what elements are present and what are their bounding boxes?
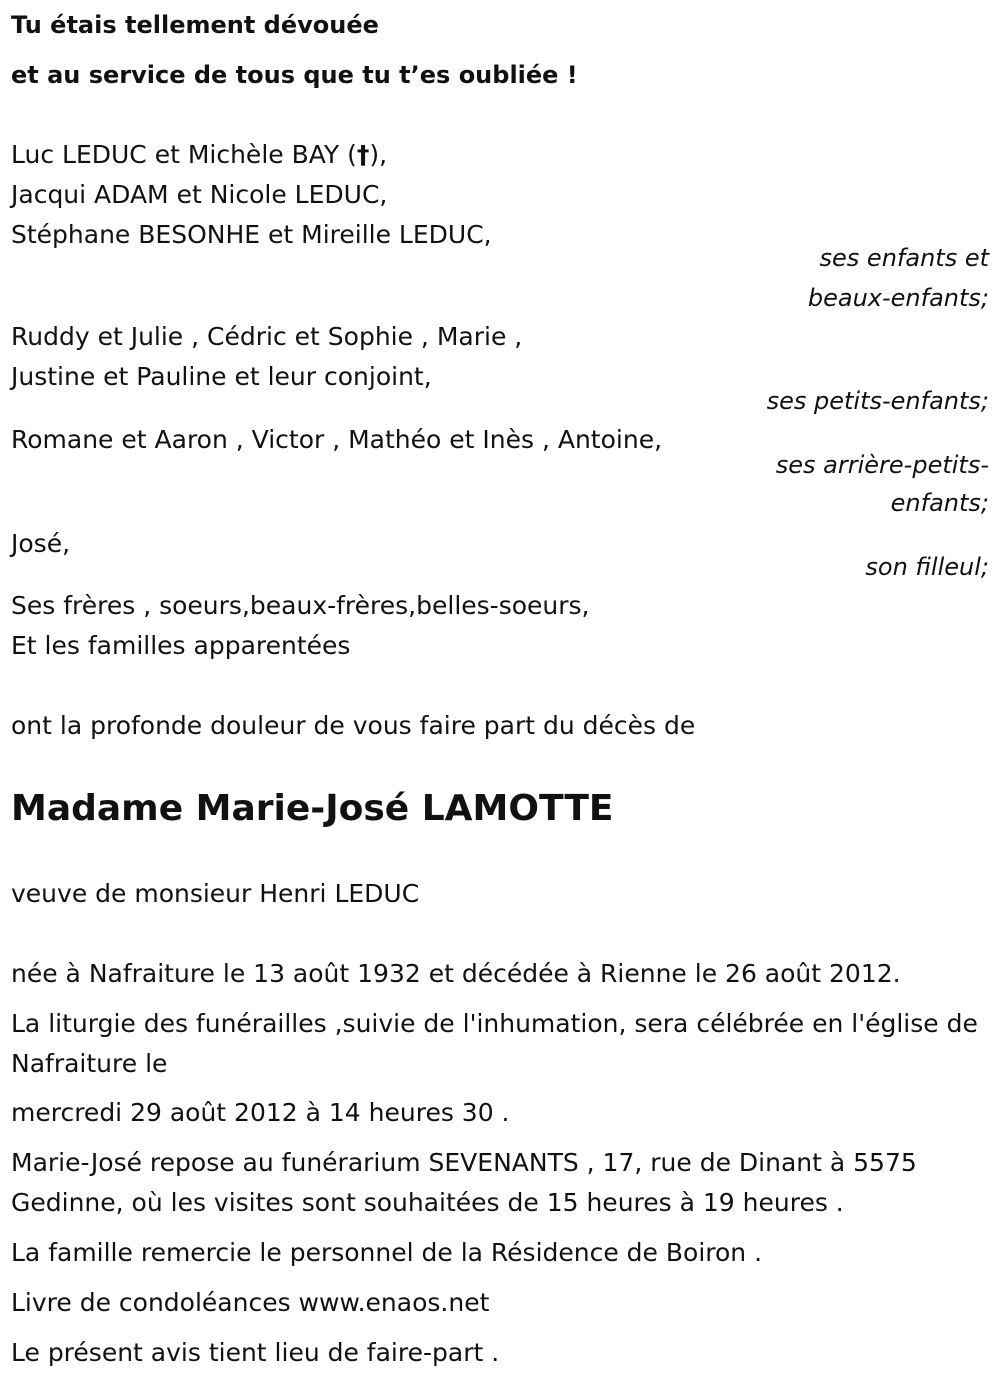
cross-icon: † bbox=[356, 140, 370, 169]
birth-death-text: née à Nafraiture le 13 août 1932 et décédée à Rienne le 26 août 2012. bbox=[11, 959, 901, 988]
deceased-name: Madame Marie-José LAMOTTE bbox=[11, 788, 614, 829]
great-grandchildren-role-line-1: ses arrière-petits- bbox=[775, 451, 989, 479]
funeral-date-text: mercredi 29 août 2012 à 14 heures 30 . bbox=[11, 1098, 510, 1127]
funeral-home-text: Marie-José repose au funérarium SEVENANTS , 17, rue de Dinant à 5575 Gedinne, où les visites sont souhaitées de 15 heures à 19 heures . bbox=[11, 1148, 917, 1217]
grandchildren-line-2: Justine et Pauline et leur conjoint, bbox=[11, 362, 432, 391]
great-grandchildren-role-line-2: enfants; bbox=[890, 489, 989, 517]
godson-line: José, bbox=[11, 529, 71, 558]
epigraph-line-1: Tu étais tellement dévouée bbox=[11, 11, 379, 39]
children-role-line-1: ses enfants et bbox=[819, 244, 989, 272]
siblings-line-1: Ses frères , soeurs,beaux-frères,belles-soeurs, bbox=[11, 591, 590, 620]
siblings-line-2: Et les familles apparentées bbox=[11, 631, 351, 660]
widow-of-text: veuve de monsieur Henri LEDUC bbox=[11, 879, 420, 908]
children-role-line-2: beaux-enfants; bbox=[807, 284, 989, 312]
children-line-1-text: Luc LEDUC et Michèle BAY ( bbox=[11, 140, 357, 169]
thanks-text: La famille remercie le personnel de la Résidence de Boiron . bbox=[11, 1238, 763, 1267]
godson-role: son filleul; bbox=[865, 553, 989, 581]
announcement-text: ont la profonde douleur de vous faire part du décès de bbox=[11, 711, 696, 740]
great-grandchildren-line-1: Romane et Aaron , Victor , Mathéo et Inès , Antoine, bbox=[11, 425, 663, 454]
children-line-2: Jacqui ADAM et Nicole LEDUC, bbox=[11, 180, 388, 209]
children-line-1 bbox=[11, 140, 387, 170]
grandchildren-line-1: Ruddy et Julie , Cédric et Sophie , Marie , bbox=[11, 322, 523, 351]
children-line-3: Stéphane BESONHE et Mireille LEDUC, bbox=[11, 220, 492, 249]
epigraph-line-2: et au service de tous que tu t’es oubliée ! bbox=[11, 61, 578, 89]
notice-text: Le présent avis tient lieu de faire-part . bbox=[11, 1338, 500, 1367]
condolences-text: Livre de condoléances www.enaos.net bbox=[11, 1288, 490, 1317]
children-line-1-end: ), bbox=[369, 140, 388, 169]
grandchildren-role: ses petits-enfants; bbox=[766, 387, 989, 415]
liturgy-text: La liturgie des funérailles ,suivie de l'inhumation, sera célébrée en l'église de Nafraiture le bbox=[11, 1009, 978, 1078]
